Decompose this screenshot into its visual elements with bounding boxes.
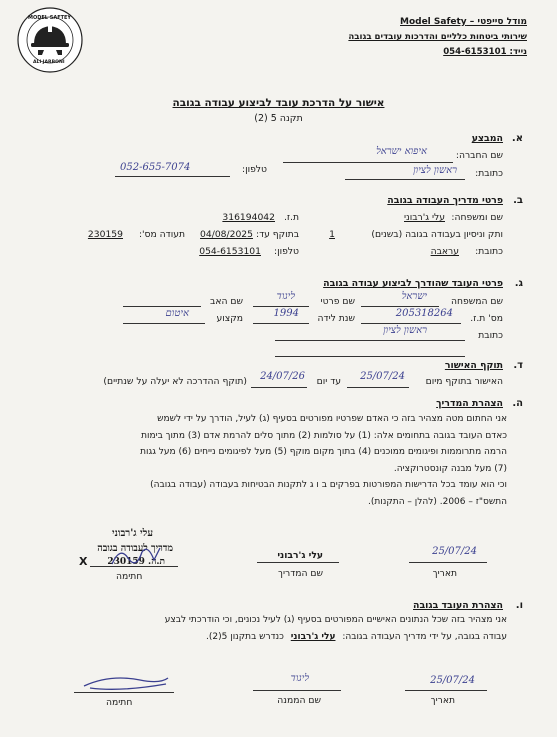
instructor-date-value: 25/07/24 [432,546,477,557]
address-value: ראשון לציון [413,165,457,176]
section-heading: הצהרת העובד בגובה [413,600,503,611]
phone-value: 052-655-7074 [120,162,191,173]
worker-birth-underline [253,323,309,324]
worker-signature-icon [80,672,172,694]
worker-family-value: ישראל [401,291,427,302]
worker-father-label: שם האב [210,296,243,307]
worker-signature-label: חתימה [106,697,133,708]
worker-birth-label: שנת לידה [317,313,355,324]
instructor-id-value: 316194042 [222,212,275,223]
worker-first-value: ליגוד [276,291,295,302]
company-phone: נייד: 054-6153101 [443,47,527,57]
worker-address-label: כתובת [478,330,503,341]
declaration-line: (7) מעל מבנה קונסטרוקציה. [393,463,507,474]
worker-declaration-instructor: עלי ג'רבוני [290,631,336,642]
appointer-name-underline [253,690,341,691]
instructor-name-label: שם המדריך [278,568,323,579]
section-heading: הצהרת המדריך [436,398,503,409]
instructor-phone-label: טלפון: [273,246,299,257]
instructor-signature-icon [108,540,164,572]
instructor-address-label: כתובת: [475,246,503,257]
worker-family-underline [361,306,439,307]
stamp-name: עלי ג'רבוני [112,528,153,539]
company-name: מודל סייפטי – Model Safety [400,17,527,27]
declaration-line: וכי הוא עומד בכל הדרישות המפורטות בפרקים ב ו ג לתקנות הבטיחות בעבודה (עבודה בגובה) [150,480,507,490]
validity-to-value: 24/07/26 [260,371,305,382]
address-underline [345,179,465,180]
stamp-role: מדריך לעבודה בגובה [97,543,173,554]
worker-id-value: 205318264 [395,308,453,319]
section-heading: המבצע [471,133,503,144]
worker-address-value: ראשון לציון [383,325,427,336]
worker-declaration [37,612,507,645]
section-letter: ב. [513,195,523,206]
validity-text-before: האישור בתוקף מיום [425,376,503,387]
company-label: שם החברה: [455,150,503,161]
page-title: אישור על הדרכת עובד לביצוע עבודה בגובה [172,97,385,109]
worker-profession-value: איטום [165,308,189,319]
appointer-name-label: שם הממנה [277,695,321,706]
cert-number-label: תעודה מס': [138,229,185,240]
worker-id-underline [361,323,461,324]
instructor-date-label: תאריך [432,568,457,579]
seniority-value: 1 [329,229,335,240]
instructor-name-value: עלי ג'רבוני [404,212,445,223]
declaration-line: הרמה מתרוממות ופיגומים ממוכנים (4) בתוך מקום מוקף (5) מעל לפיגומים נייחים (6) מעל גגות [140,447,507,457]
worker-declaration-line-2 [37,629,507,646]
worker-signature-underline [74,692,174,693]
section-letter: ד. [513,360,523,371]
worker-family-label: שם המשפחה [450,296,503,307]
declaration-line: התשס"ז – 2006. (להלן – התקנות). [368,496,507,507]
instructor-date-underline [409,562,487,563]
stamp-mark: X [79,555,88,568]
worker-date-underline [405,690,487,691]
worker-declaration-after: כנדרש בתקנון 5(2). [206,631,284,642]
section-heading: פרטי מדריך העבודה בגובה [387,195,503,206]
worker-date-label: תאריך [430,695,455,706]
company-logo [16,6,84,74]
worker-first-label: שם פרטי [320,296,355,307]
cert-number-value: 230159 [87,229,123,240]
instructor-signature-label: חתימה [116,571,143,582]
appointer-name-value: ליגוד [290,673,309,684]
section-heading: פרטי העובד שהודרך לביצוע עבודה בגובה [323,278,503,289]
worker-first-underline [253,306,309,307]
instructor-name-underline [257,562,339,563]
validity-from-value: 25/07/24 [360,371,405,382]
validity-note: (תוקף ההדרכה לא יעלה על שנתיים) [103,376,247,387]
page-subtitle: תקנה 5 (2) [254,113,303,124]
phone-underline [115,176,230,177]
instructor-phone-value: 054-6153101 [199,246,261,257]
section-letter: ה. [512,398,523,409]
valid-until-value: 04/08/2025 [200,229,253,240]
logo-text-top: MODEL SAFTEY [28,15,72,21]
instructor-address-value: עראבה [430,246,459,257]
declaration-line: כאדם העובד בגובה בתחומים אלה: (1) על סולמות (2) מתוך סלים להרמת אדם (3) מתוך בימות [141,430,507,441]
company-value: איפוא ישראל [376,146,427,157]
section-letter: א. [511,133,523,144]
worker-id-label: מס' ת.ז. [470,313,503,324]
company-underline [283,162,453,163]
declaration-line: אני החתום מטה מצהיר בזה כי האדם שפרטיו מפורטים בסעיף (ג) לעיל, הודרך על ידי לשמש [157,414,507,424]
worker-address-underline [275,340,465,341]
seniority-label: ותק וניסיון בעבודה בגובה (בשנים) [371,229,503,240]
phone-label: טלפון: [241,164,267,175]
section-letter: ג. [514,278,523,289]
validity-to-underline [251,387,307,388]
company-services: שירותי ביטחות כלליים והדרכות עובדים בגובה [348,32,527,42]
worker-date-value: 25/07/24 [430,675,475,686]
instructor-signature-underline [90,566,178,567]
worker-birth-value: 1994 [273,308,299,319]
worker-declaration-line-1: אני מצהיר בזה שכל הנתונים האישיים המפורטים בסעיף (ג) לעיל נכונים, וכי הודרכתי לבצע [164,615,507,625]
address-label: כתובת: [475,168,503,179]
instructor-name-label: שם ומשפחה: [451,212,503,223]
valid-until-label: בתוקף עד: [255,229,299,240]
instructor-sig-name-value: עלי ג'רבוני [277,550,323,561]
worker-declaration-before: עבודה בגובה, על ידי מדריך העבודה בגובה: [342,631,507,642]
section-letter: ו. [515,600,523,611]
worker-profession-underline [123,323,205,324]
worker-profession-label: מקצוע [216,313,243,324]
stamp-id: ת.ה. 230159 [107,557,165,567]
instructor-id-label: ת.ז. [283,212,299,223]
section-heading: תוקף האישור [444,360,503,371]
validity-text-mid: עד יום [316,376,341,387]
validity-from-underline [347,387,409,388]
worker-father-underline [123,306,201,307]
worker-address-underline-2 [275,356,465,357]
logo-text-bottom: ALI JARBONI [33,60,65,65]
instructor-declaration [37,411,507,510]
